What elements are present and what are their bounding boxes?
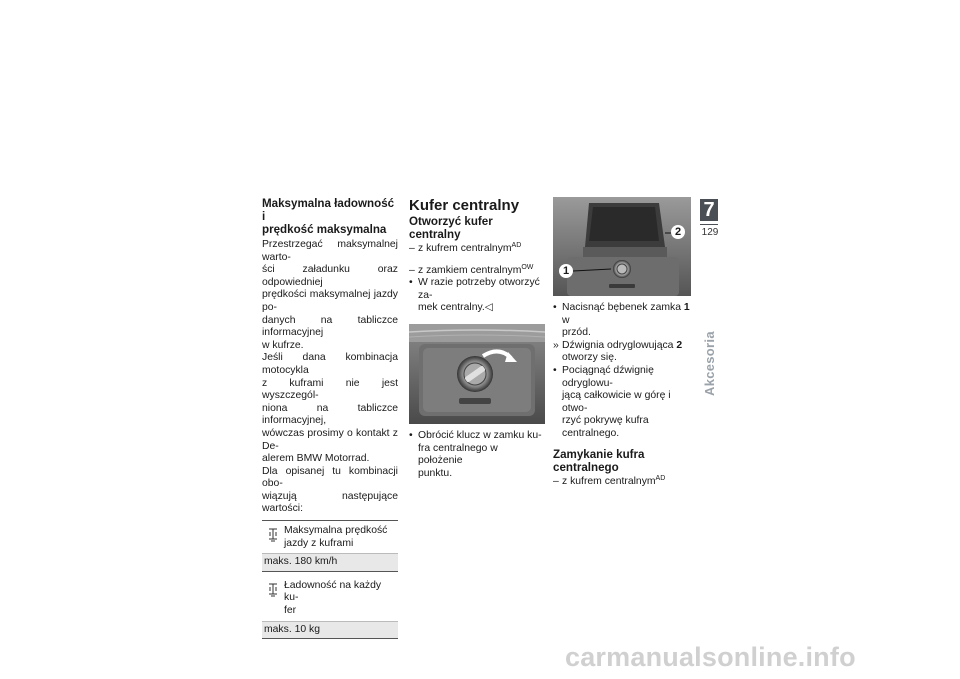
- column-3: [553, 197, 691, 488]
- callout-1: 1: [562, 265, 570, 277]
- paragraph-load-limits: Przestrzegać maksymalnej warto- ści załadunku oraz odpowiedniej prędkości maksymalnej jazdy po- danych na tabliczce informacyjnej w kufrze.: [262, 239, 398, 351]
- condition-central-lock: – z zamkiem centralnym$^{OW}$: [409, 263, 534, 276]
- step-press-lock: • Nacisnąć bębenek zamka 1 w przód.: [553, 302, 690, 339]
- spec-value: maks. 10 kg: [262, 621, 398, 640]
- page-number: 129: [701, 227, 719, 238]
- spec-max-speed: [262, 520, 398, 572]
- spec-load-capacity: [262, 576, 398, 639]
- specification-icon: [262, 580, 284, 618]
- subtitle-open-top-case: Otworzyć kufer centralny: [409, 215, 493, 241]
- chapter-divider: [700, 224, 718, 225]
- paragraph-dealer-contact: Jeśli dana kombinacja motocykla z kuframi nie jest wyszczegól- niona na tabliczce informacyjnej, wówczas prosimy o kontakt z De- alerem BMW Motorrad.: [262, 352, 398, 465]
- end-marker-icon: ◁: [484, 302, 493, 314]
- step-turn-key: • Obrócić klucz w zamku ku- fra centralnego w położenie punktu.: [409, 429, 542, 479]
- watermark: carmanualsonline.info: [565, 642, 856, 672]
- paragraph-values-intro: Dla opisanej tu kombinacji obo- wiązują następujące wartości:: [262, 465, 398, 515]
- callout-2: 2: [674, 226, 682, 238]
- step-pull-lever: • Pociągnąć dźwignię odryglowu- jącą całkowicie w górę i otwo- rzyć pokrywę kufra centralnego.: [553, 364, 671, 439]
- step-unlock-central-lock: • W razie potrzeby otworzyć za- mek centralny.◁: [409, 277, 540, 314]
- photo-key-lock: [409, 324, 545, 424]
- spec-value: maks. 180 km/h: [262, 553, 398, 572]
- column-1: [262, 197, 398, 639]
- section-title-load-speed: Maksymalna ładowność i prędkość maksymalna: [262, 197, 395, 236]
- condition-top-case: – z kufrem centralnym$^{AD}$: [553, 474, 666, 487]
- spec-label: Maksymalna prędkość jazdy z kuframi: [284, 525, 388, 549]
- subtitle-close-top-case: Zamykanie kufra centralnego: [553, 447, 645, 474]
- chapter-number: 7: [700, 199, 718, 221]
- condition-top-case: – z kufrem centralnym$^{AD}$: [409, 242, 522, 254]
- result-lever-opens: » Dźwignia odryglowująca 2 otworzy się.: [553, 339, 683, 364]
- spec-label: Ładowność na każdy ku- fer: [284, 579, 382, 617]
- photo-release-lever: [553, 197, 691, 296]
- column-2: [409, 197, 545, 480]
- section-title-top-case: Kufer centralny: [409, 197, 520, 214]
- specification-icon: [262, 525, 284, 550]
